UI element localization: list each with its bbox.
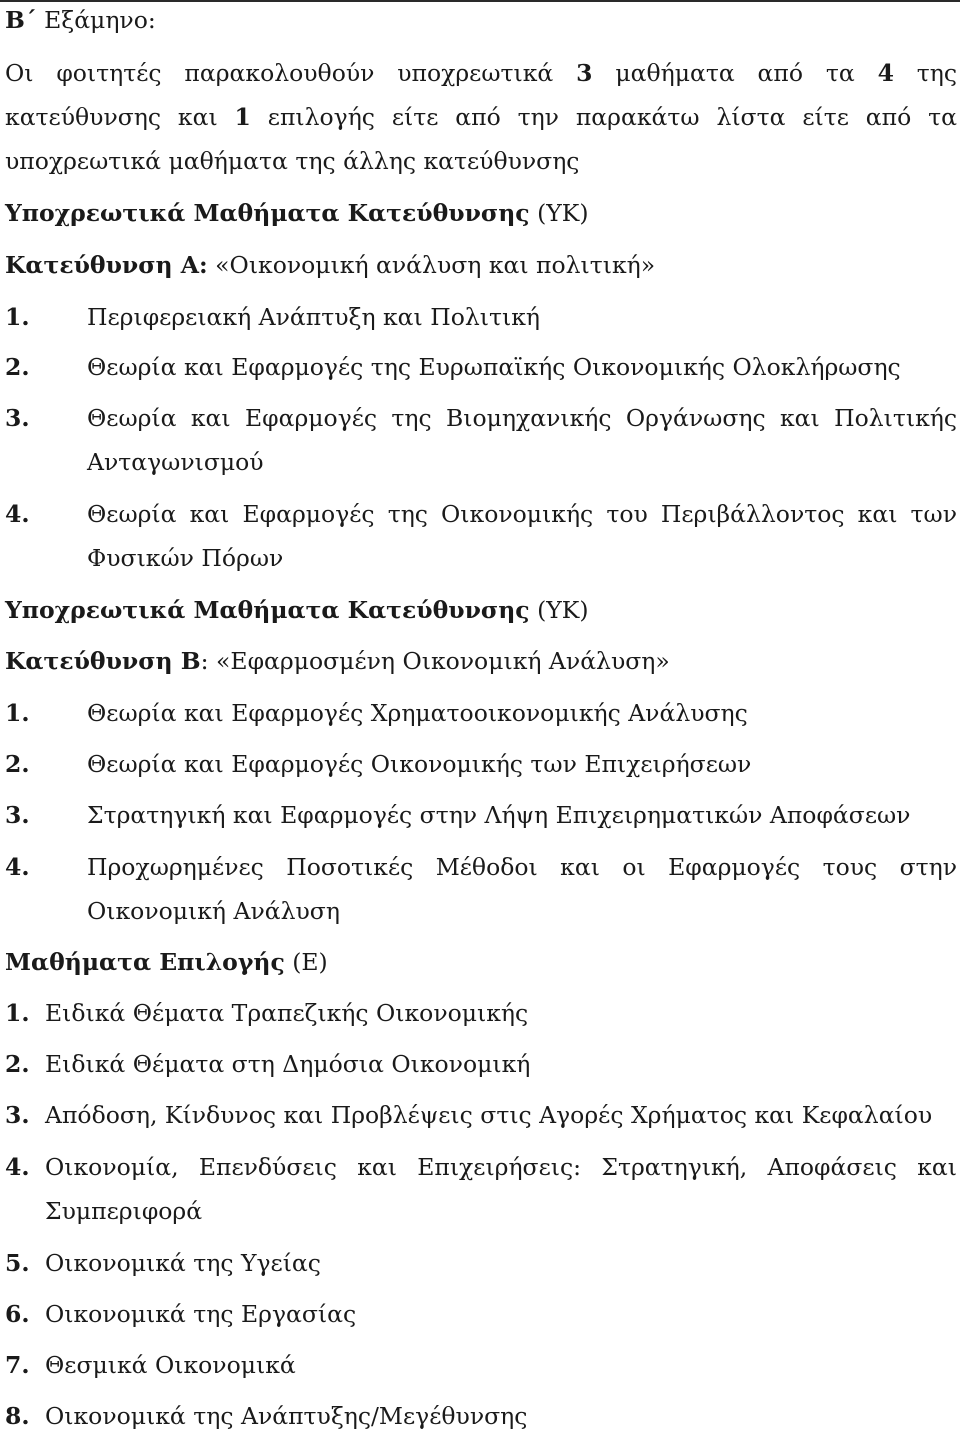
course-title: Ειδικά Θέματα στη Δημόσια Οικονομική <box>45 1050 531 1078</box>
course-title: Οικονομικά της Ανάπτυξης/Μεγέθυνσης <box>45 1402 528 1430</box>
course-number: 6. <box>5 1300 30 1328</box>
course-number: 1. <box>5 699 30 727</box>
section-a-heading: Υποχρεωτικά Μαθήματα Κατεύθυνσης (ΥΚ) <box>5 199 589 227</box>
electives-heading: Μαθήματα Επιλογής (Ε) <box>5 948 328 976</box>
course-title: Θεωρία και Εφαρμογές της Βιομηχανικής Οργάνωσης και Πολιτικής <box>87 404 957 432</box>
section-b-direction: Κατεύθυνση Β: «Εφαρμοσμένη Οικονομική Ανάλυση» <box>5 647 670 675</box>
course-title: Προχωρημένες Ποσοτικές Μέθοδοι και οι Εφαρμογές τους στην <box>87 853 957 881</box>
course-number: 8. <box>5 1402 30 1430</box>
course-title: Στρατηγική και Εφαρμογές στην Λήψη Επιχειρηματικών Αποφάσεων <box>87 801 911 829</box>
course-title: Θεωρία και Εφαρμογές Οικονομικής των Επιχειρήσεων <box>87 750 752 778</box>
course-number: 1. <box>5 303 30 331</box>
course-title: Ειδικά Θέματα Τραπεζικής Οικονομικής <box>45 999 529 1027</box>
course-number: 5. <box>5 1249 30 1277</box>
section-b-heading: Υποχρεωτικά Μαθήματα Κατεύθυνσης (ΥΚ) <box>5 596 589 624</box>
semester-label: Εξάμηνο: <box>36 6 156 34</box>
course-title: Οικονομικά της Υγείας <box>45 1249 321 1277</box>
course-title: Θεωρία και Εφαρμογές Χρηματοοικονομικής Ανάλυσης <box>87 699 748 727</box>
course-title-cont: Οικονομική Ανάλυση <box>87 897 340 925</box>
section-a-direction: Κατεύθυνση Α: «Οικονομική ανάλυση και πολιτική» <box>5 251 656 279</box>
top-rule <box>0 0 960 2</box>
course-title-cont: Ανταγωνισμού <box>87 448 264 476</box>
course-title: Θεσμικά Οικονομικά <box>45 1351 296 1379</box>
course-number: 4. <box>5 853 30 881</box>
course-title: Θεωρία και Εφαρμογές της Ευρωπαϊκής Οικονομικής Ολοκλήρωσης <box>87 353 901 381</box>
semester-number: Β΄ <box>5 6 37 34</box>
course-title-cont: Φυσικών Πόρων <box>87 544 284 572</box>
intro-line-2: κατεύθυνσης και 1 επιλογής είτε από την παρακάτω λίστα είτε από τα <box>5 103 957 131</box>
course-number: 7. <box>5 1351 30 1379</box>
course-title: Περιφερειακή Ανάπτυξη και Πολιτική <box>87 303 540 331</box>
course-number: 4. <box>5 500 30 528</box>
course-title: Οικονομικά της Εργασίας <box>45 1300 357 1328</box>
course-number: 1. <box>5 999 30 1027</box>
semester-heading <box>5 5 156 35</box>
course-number: 3. <box>5 1101 30 1129</box>
course-title: Οικονομία, Επενδύσεις και Επιχειρήσεις: Στρατηγική, Αποφάσεις και <box>45 1153 957 1181</box>
course-number: 2. <box>5 750 30 778</box>
course-number: 3. <box>5 404 30 432</box>
course-number: 4. <box>5 1153 30 1181</box>
course-number: 3. <box>5 801 30 829</box>
course-number: 2. <box>5 1050 30 1078</box>
course-title-cont: Συμπεριφορά <box>45 1197 203 1225</box>
intro-line-3: υποχρεωτικά μαθήματα της άλλης κατεύθυνσης <box>5 147 580 175</box>
course-title: Θεωρία και Εφαρμογές της Οικονομικής του Περιβάλλοντος και των <box>87 500 957 528</box>
course-title: Απόδοση, Κίνδυνος και Προβλέψεις στις Αγορές Χρήματος και Κεφαλαίου <box>45 1101 933 1129</box>
intro-line-1: Οι φοιτητές παρακολουθούν υποχρεωτικά 3 μαθήματα από τα 4 της <box>5 59 957 87</box>
course-number: 2. <box>5 353 30 381</box>
